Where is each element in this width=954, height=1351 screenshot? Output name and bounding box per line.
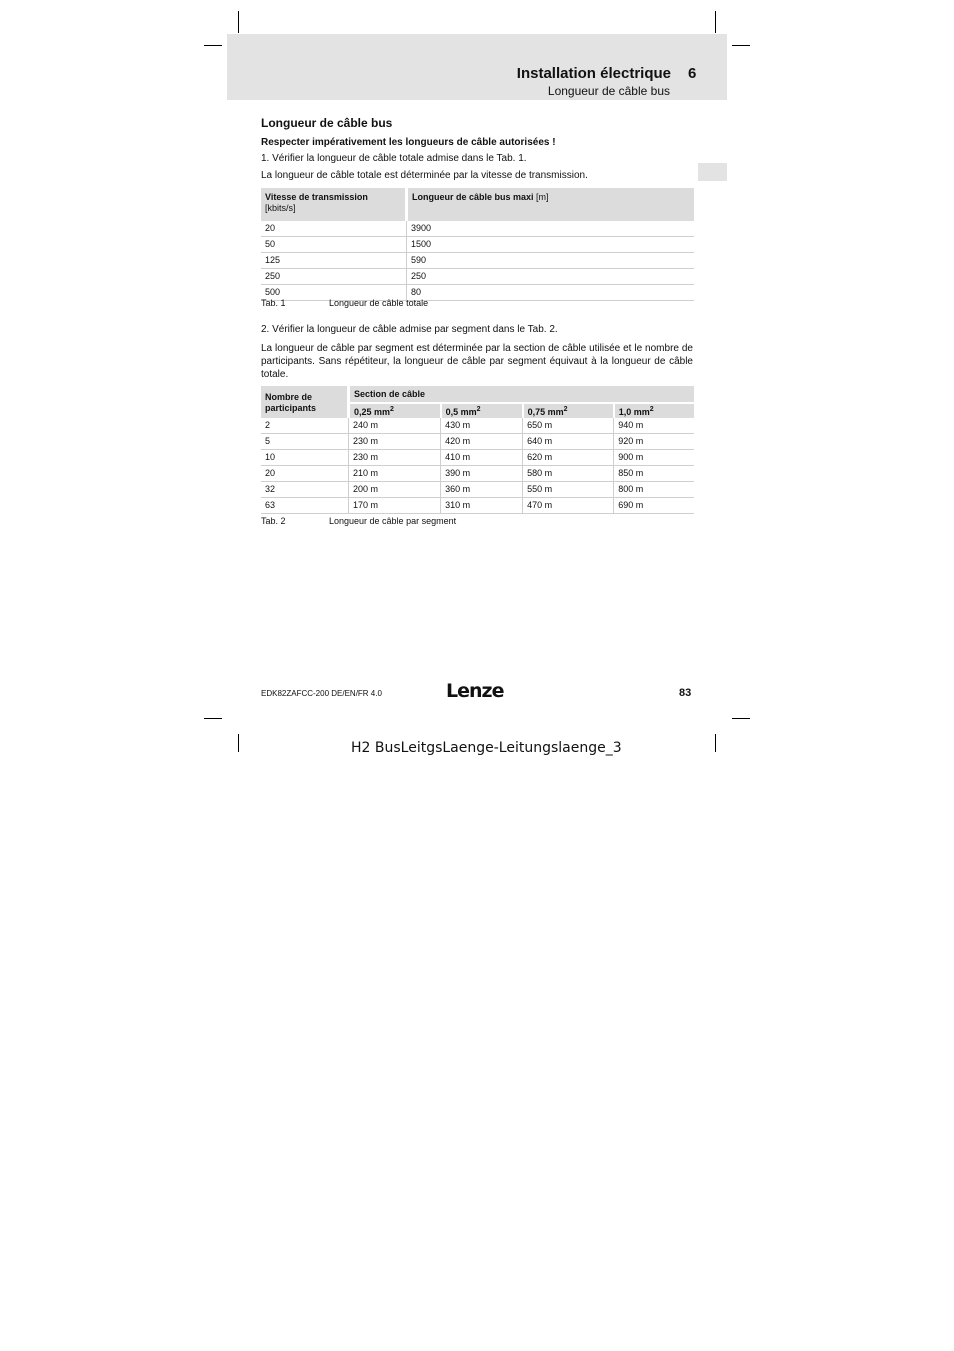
lenze-logo: Lenze: [446, 680, 504, 702]
chapter-number: 6: [688, 65, 697, 82]
table-row: 10 230 m 410 m 620 m 900 m: [261, 450, 694, 466]
table-header: Section de câble: [349, 386, 695, 403]
crop-mark: [715, 734, 716, 752]
table-header: 0,5 $mm^2$: [441, 403, 523, 418]
table-header: 1,0 $mm^2$: [614, 403, 694, 418]
table-1-caption: Longueur de câble totale: [329, 298, 429, 308]
table-row: 63 170 m 310 m 470 m 690 m: [261, 498, 694, 514]
crop-mark: [238, 734, 239, 752]
chapter-subtitle: Longueur de câble bus: [547, 84, 670, 98]
crop-mark: [204, 718, 222, 719]
table-row: 32 200 m 360 m 550 m 800 m: [261, 482, 694, 498]
table-transmission-speed: [261, 188, 694, 301]
crop-mark: [238, 11, 239, 33]
step-1: 1. Vérifier la longueur de câble totale admise dans le Tab. 1.: [261, 153, 527, 164]
table-header: Longueur de câble bus maxi [m]: [407, 188, 695, 221]
table-header: Nombre de participants: [261, 386, 349, 418]
table-row: 125 590: [261, 253, 694, 269]
table-row: 20 210 m 390 m 580 m 850 m: [261, 466, 694, 482]
table-segment-length: [261, 386, 694, 514]
paragraph-2: La longueur de câble par segment est déterminée par la section de câble utilisée et le nombre de participants. Sans répétiteur, la longueur de câble par segment équivaut à la longueur de câble totale.: [261, 343, 693, 380]
table-header: 0,75 $mm^2$: [523, 403, 614, 418]
paragraph-1: La longueur de câble totale est déterminée par la vitesse de transmission.: [261, 170, 588, 181]
section-title: Longueur de câble bus: [261, 116, 393, 130]
table-1-caption-label: Tab. 1: [261, 298, 286, 308]
step-2: 2. Vérifier la longueur de câble admise par segment dans le Tab. 2.: [261, 324, 558, 335]
crop-mark: [204, 45, 222, 46]
table-row: 5 230 m 420 m 640 m 920 m: [261, 434, 694, 450]
crop-mark: [715, 11, 716, 33]
table-header: 0,25 $mm^2$: [349, 403, 441, 418]
table-row: 250 250: [261, 269, 694, 285]
warning-text: Respecter impérativement les longueurs de câble autorisées !: [261, 137, 556, 148]
document-id: EDK82ZAFCC-200 DE/EN/FR 4.0: [261, 689, 382, 698]
crop-mark: [732, 45, 750, 46]
table-2-caption-label: Tab. 2: [261, 516, 286, 526]
chapter-side-tab: [698, 163, 727, 181]
table-row: 20 3900: [261, 221, 694, 237]
table-row: 50 1500: [261, 237, 694, 253]
table-header: Vitesse de transmission [kbits/s]: [261, 188, 407, 221]
table-row: 500 80: [261, 285, 694, 301]
crop-mark: [732, 718, 750, 719]
page-number: 83: [679, 687, 692, 699]
table-2-caption: Longueur de câble par segment: [329, 516, 457, 526]
table-row: 2 240 m 430 m 650 m 940 m: [261, 418, 694, 434]
bottom-label: H2 BusLeitgsLaenge-Leitungslaenge_3: [351, 740, 622, 756]
chapter-title: Installation électrique: [516, 65, 671, 82]
